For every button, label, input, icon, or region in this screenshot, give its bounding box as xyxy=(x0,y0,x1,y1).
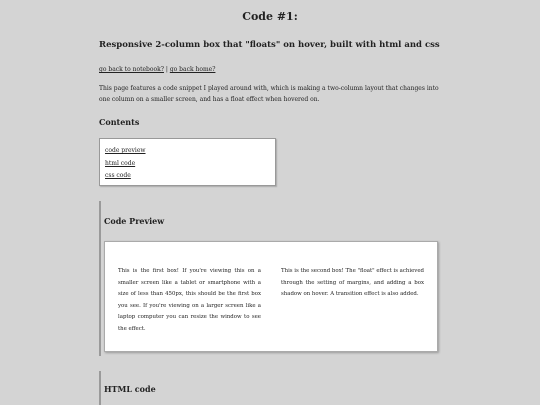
back-to-notebook-link[interactable]: go back to notebook? xyxy=(99,66,164,73)
contents-link-css-code[interactable]: css code xyxy=(105,172,131,179)
contents-heading: Contents xyxy=(99,117,140,127)
nav-separator: | xyxy=(163,66,170,73)
code-preview-section xyxy=(99,201,521,356)
intro-text: This page features a code snippet I played around with, which is making a two-column layout that changes into one column on a smaller screen, and has a float effect when hovered on. xyxy=(99,85,439,103)
preview-box xyxy=(104,241,438,352)
html-code-section xyxy=(99,371,521,405)
page-title: Code #1: xyxy=(242,10,298,23)
first-box-text: This is the first box! If you're viewing this on a smaller screen like a tablet or smartphone with a size of less than 450px, this should be the first box you see. If you're viewing on a larger screen like a laptop computer you can resize the window to see the effect. xyxy=(118,268,261,332)
back-home-link[interactable]: go back home? xyxy=(169,66,216,73)
contents-box xyxy=(99,138,276,186)
nav-links xyxy=(99,66,215,73)
contents-link-html-code[interactable]: html code xyxy=(105,159,136,167)
page-subtitle: Responsive 2-column box that "floats" on hover, built with html and css xyxy=(99,40,440,50)
second-box-text: This is the second box! The "float" effect is achieved through the setting of margins, and adding a box shadow on hover. A transition effect is also added. xyxy=(281,268,424,297)
contents-link-code-preview[interactable]: code preview xyxy=(105,147,146,154)
html-code-heading: HTML code xyxy=(104,384,156,394)
code-preview-heading: Code Preview xyxy=(104,216,165,226)
